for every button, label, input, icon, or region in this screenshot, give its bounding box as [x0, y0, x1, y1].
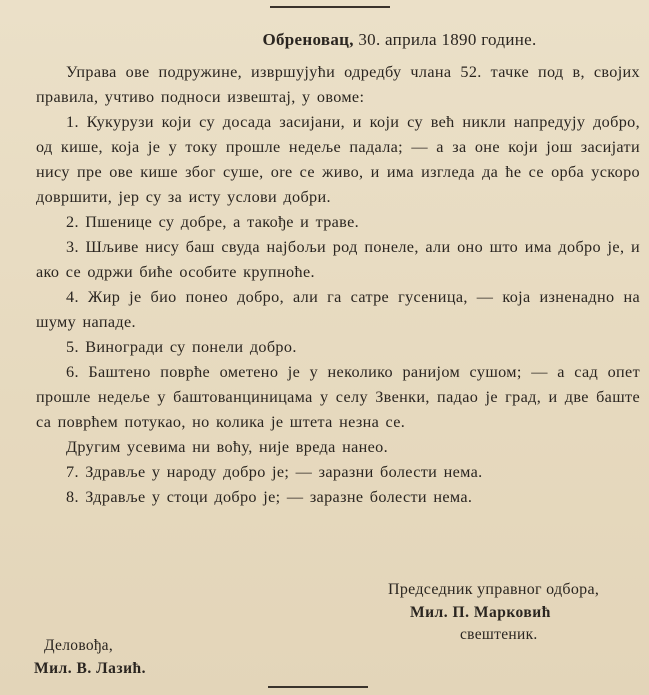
paragraph-item-8: 8. Здравље у стоци добро је; — заразне болести нема.	[66, 488, 473, 506]
paragraph-item-4: 4. Жир је био понео добро, али га сатре гусеница, — која изненадно на шуму нападе.	[36, 288, 640, 331]
paragraph-item-6: 6. Баштено поврће ометено је у неколико ранијом сушом; — а сад опет прошле недеље у баштованциницама у селу Звенки, падао је град, и две баште са поврћем потукао, но колика је штета незна се.	[36, 363, 640, 431]
paragraph-item-1: 1. Кукурузи који су досада засијани, и који су већ никли напредују добро, од кише, која је у току прошле недеље падала; — а за оне који још засијати нису пре ове кише због суше, ore се живо, и има изгледа да ће се орба ускоро довршити, јер су за исту услови добри.	[36, 113, 640, 206]
paragraph-item-2: 2. Пшенице су добре, а такође и траве.	[66, 213, 360, 231]
top-divider	[270, 6, 390, 8]
paragraph-item-3: 3. Шљиве нису баш свуда најбољи род понеле, али оно што има добро је, и ако се одржи биће особите крупноће.	[36, 238, 640, 281]
secretary-title: Деловођа,	[44, 637, 114, 654]
paragraph-intro: Управа ове подружине, извршујући одредбу члана 52. тачке под в, својих правила, учтиво подноси извештај, у овоме:	[36, 63, 640, 106]
signature-title: Председник управног одбора,	[388, 581, 600, 598]
report-body	[36, 60, 640, 510]
heading-date: 30. априла 1890 године.	[358, 30, 537, 49]
paragraph-other-crops: Другим усевима ни воћу, није вреда нанео.	[66, 438, 389, 456]
secretary-name: Мил. В. Лазић.	[34, 660, 147, 677]
signature-role: свештеник.	[460, 626, 538, 643]
heading-place: Обреновац,	[262, 30, 354, 49]
paragraph-item-7: 7. Здравље у народу добро је; — заразни болести нема.	[66, 463, 483, 481]
bottom-divider	[268, 686, 368, 688]
signature-name: Мил. П. Марковић	[410, 604, 551, 621]
report-heading	[0, 30, 649, 50]
paragraph-item-5: 5. Виногради су понели добро.	[66, 338, 297, 356]
